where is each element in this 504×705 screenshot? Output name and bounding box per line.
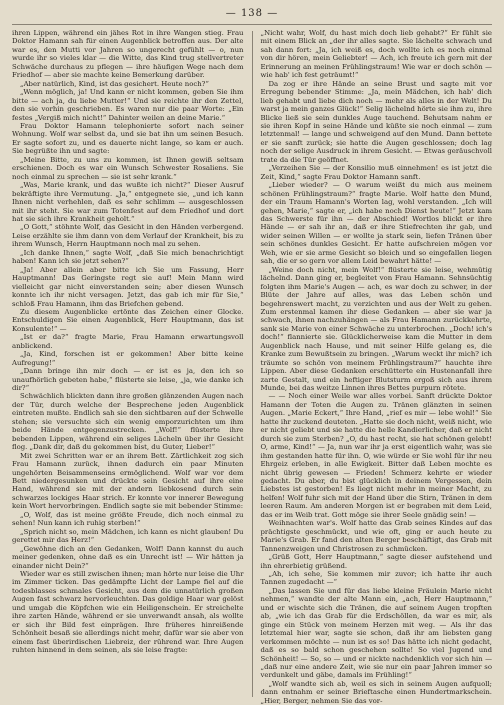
left-column: [12, 29, 244, 699]
paragraph: „Weine doch nicht, mein Wolf!“ flüsterte sie leise, wehmütig lächelnd. Dann ging er, begleitet von Frau Hamann. Sehnsüchtig folgten ihm Marie's Augen — ach, es war doch zu schwer, in der Blüte der Jahre auf alles, was das Leben schön und begehrenswert macht, zu verzichten und aus der Welt zu gehen. Zum erstenmal kamen ihr diese Gedanken — aber sie war ja schwach, ihnen nachzuhängen — als Frau Hamann zurückkehrte, sank sie Marie von einer Schwäche zu unterbrochen. „Doch! ich's doch!“ flannierte sie. Glücklicherweise kam die Mutter in dem Augenblick nach Hause, und mit seiner Hilfe gelang es, die Kranke zum Bewußtsein zu bringen. „Warum weckt ihr mich? ich träumte so schön von meinem Frühlingstraum?“ hauchte ihre Lippen. Aber diese Gedanken erschütterte ein Hustenanfall ihre zarte Gestalt, und ein heftiger Blutsturm ergoß sich aus ihrem Munde, bei das weitze Linnen ihres Bettes purpurn rötete.: [260, 265, 492, 393]
paragraph: ihren Lippen, während ein jähes Rot in ihre Wangen stieg. Frau Doktor Hamann sah für einen Augenblick betroffen aus. Der alte war es, den Mutti vor Jahren so ungerecht gefühlt — o, nun wurde ihr so vieles klar — die Witte, das Kind trug stellvertreter Schwäche durchaus zu pflegen — ihre häufigen Wege nach dem Friedhof — aber sie machte keine Bemerkung darüber.: [12, 29, 244, 80]
paragraph: „O, Wolf, das ist meine größte Freude, dich noch einmal zu sehen! Nun kann ich ruhig sterben!“: [12, 510, 244, 528]
page-header: [12, 8, 492, 25]
paragraph: „Ja! Aber allein aber bitte ich Sie um Fassung, Herr Hauptmann! Das Geringste regt sie auf! Mein Mann wird vielleicht gar nicht einverstanden sein; aber diesen Wunsch konnte ich ihr nicht versagen. Jetzt, das gab ich mir für Sie,“ schloß Frau Hamann, ihm das Briefchen gebend.: [12, 265, 244, 308]
paragraph: Zu diesem Augenblicke ertönte das Zeichen einer Glocke. Entschuldigen Sie einen Augenblick, Herr Hauptmann, das ist Konsulente!“ —: [12, 307, 244, 333]
paragraph: „Grüß Gott, Herr Hauptmann,“ sagte dieser aufstehend und ihn ehrerbietig grüßend.: [260, 553, 492, 570]
paragraph: „Ah, ich sehe, Sie kommen mir zuvor; ich hatte ihr auch Tannen zugedacht —“: [260, 570, 492, 587]
paragraph: — — Noch einer Weile war alles vorbei. Sanft drückte Doktor Hamann der Toten die Augen zu. Tränen glänzten in seinen Augen. „Marie Eckert,“ Ihre Hand, „rief es mir — lebe wohl!“ Sie hatte ihr zuckend deuteten. „Hatte sie doch nicht, weiß nicht, wie er nicht geliebt und sie hatte die helle Kandierlicher, daß er nicht durch sie zum Sterben? „O, du hast recht, sie hat schönen gelebt! O, arme, Kind!“ — Ja, nun war ihr ja erst eigentlich wahr, was sie ihm gestanden hatte für ihn. O, wie würde er Sie wohl für ihr neu Ehrgeiz erleben, in alle Ewigkeit. Bitter daß Leben mochte es nicht übrig gewesen — Frieden! Schmerz kehrte er wieder gedacht. Du aber, du bist glücklich in deinem Vergessen, dein Liebstes ist gestorben! Es liegt nicht mehr in meiner Macht, zu helfen! Wolf fuhr sich mit der Hand über die Stirn, Tränen in dem leeren Raum. Am anderen Morgen ist er begraben mit dem Leid, das er im Weib trat. Gott möge sie ihrer Seele gnädig sein! —: [260, 392, 492, 519]
paragraph: Schwächlich blickten dann ihre großen glänzenden Augen nach der Tür, durch welche der Besprechene jeden Augenblick eintreten mußte. Endlich sah sie den sichtbaren auf der Schwelle stehen; sie versuchte sich ein wenig emporzurichten um ihm beide Hände entgegenzustrecken. „Wolf!“ flüsterte ihre bebenden Lippen, während ein seliges Lächeln über ihr Gesicht flog. „Dank dir, daß du gekommen bist, du Guter, Lieber!“: [12, 392, 244, 452]
paragraph: Weihnachten war's. Wolf hatte das Grab seines Kindes auf das prächtigste geschmückt, und wie oft, ging er auch heute zu Marie's Grab. Er fand den alten Berger beschäftigt, das Grab mit Tannenzweigen und Christrosen zu schmücken.: [260, 519, 492, 553]
column-divider: [252, 31, 253, 697]
paragraph: „Wolf wandte sich ab, weil es sich in seinem Augen aufquoll; dann entnahm er seiner Brieftasche einen Hundertmarkschein. „Hier, Berger, nehmen Sie das vor-: [260, 679, 492, 705]
paragraph: „Gewöhne dich an den Gedanken, Wolf! Dann kannst du auch meiner gedenken, ohne daß es ein Unrecht ist! — Wir hätten ja einander nicht Dein?“: [12, 544, 244, 570]
paragraph: „Das lassen Sie und für das liebe kleine Fräulein Marie nicht nehmen,“ wandte der alte Mann ein, „ach, Herr Hauptmann,“ und er wischte sich die Tränen, die auf seinem Augen tropften ab, „wie ich das Grab für die Erdschöllen, da war es mir, als ginge ein Stück von meinem Herzen mit weg. — Als ihr das letztemal hier war, sagte sie schon, daß ihr am liebsten gang verkommen möchte — nun ist es so! Das hätte ich nicht gedacht, daß es so bald schon geschehen sollte! So viel Jugend und Schönheit! — So, so — und er nickte nachdenklich vor sich hin — „daß nur eine andere Zeit, wie sie nur ein paar Jahren immer so verdunkelt und gäbe, damals im Frühling!“: [260, 586, 492, 680]
paragraph: „Was, Marie krank, und das wußte ich nicht?“ Dieser Ausruf bekräftigte ihre Vermutung. „Ja,“ entgegnete sie, „und ich kann Ihnen nicht verhehlen, daß es sehr schlimm — ausgeschlossen mit ihr steht. Sie war zum Totenfest auf dem Friedhof und dort hat sie sich ihre Krankheit geholt.“: [12, 181, 244, 223]
paragraph: „O Gott,“ stöhnte Wolf, das Gesicht in den Händen verbergend. Leise erzählte sie ihm dann von dem Verlauf der Krankheit, bis zu ihrem Wunsch, Herrn Hauptmann noch mal zu sehen.: [12, 223, 244, 249]
paragraph: Frau Doktor Hamann telephonierte sofort nach seiner Wohnung. Wolf war selbst da, und sie bat ihn um seinen Besuch. Er sagte sofort zu, und es dauerte nicht lange, so kam er auch. Sie begrüßte ihn und sagte:: [12, 121, 244, 156]
paragraph: „Ist er da?“ fragte Marie, Frau Hamann erwartungsvoll anblickend.: [12, 333, 244, 350]
right-column: [260, 29, 493, 705]
paragraph: „Ich danke Ihnen,“ sagte Wolf, „daß Sie mich benachrichtigt haben! Kann ich sie jetzt sehen?“: [12, 248, 244, 266]
paragraph: „Verzeihen Sie — der Konsilio muß einnehmen! es ist jetzt die Zeit, Kind,“ sagte Frau Doktor Hamann sanft.: [260, 164, 492, 181]
page-number: — 138 —: [225, 8, 279, 19]
paragraph: „Nicht wahr, Wolf, du hast mich doch lieb gehabt?“ Er fühlt sie mit einem Blick an „der ihr alles sagte. Sie lächelte schwach und sah dann fort: „Ja, ich weiß es, doch wollte ich es noch einmal von dir hören, mein Geliebter! — Ach, ich freute ich gern mit der Erinnerung an meinen Frühlingstraum! Wie war er doch schön — wie hab' ich fest geträumt!“: [260, 29, 492, 80]
paragraph: Mit zwei Schritten war er an ihrem Bett. Zärtlichkeit zog sich Frau Hamann zurück, ihnen dadurch ein paar Minuten ungehörten Beisammenseins ermöglichend. Wolf war vor dem Bett niedergesunken und drückte sein Gesicht auf ihre eine Hand, während sie mit der andern liebkosend durch sein schwarzes lockiges Haar strich. Er konnte vor innerer Bewegung kein Wort hervorbringen. Endlich sagte sie mit bebender Stimme:: [12, 451, 244, 511]
paragraph: „Sprich nicht so, mein Mädchen, ich kann es nicht glauben! Du gerettet mir das Herz!“: [12, 527, 244, 545]
paragraph: „Aber natürlich, Kind, ist das gesichert. Heute noch?“: [20, 79, 209, 88]
paragraph: „Wenn möglich, ja! Und kann er nicht kommen, geben Sie ihm bitte — ach ja, du liebe Mutter!“ Und sie reichte ihr den Zettel, den sie vorhin geschrieben. Es waren nur die paar Worte: „Ein festes „Vergiß mich nicht!“ Dahinter weilen an deine Marie.“: [12, 88, 244, 122]
paragraph: „Ja, Kind, forschen ist er gekommen! Aber bitte keine Aufregung!“: [12, 350, 244, 367]
paragraph: „Meine Bitte, zu uns zu kommen, ist Ihnen gewiß seltsam erschienen. Doch es war ein Wunsch Schwester Rosaliens. Sie noch einmal zu sprechen — sie ist sehr krank.“: [12, 155, 244, 181]
paragraph: „Lieber wieder? — O warum weißt du mich aus meinem schönen Frühlingstraum?“ fragte Marie. Wolf hatte den Mund, der ein Traum Hamann's Worten lag, wohl verstanden. „Ich will gehen, Marie,“ sagte er, „ich habe noch Dienst heute!“ Jetzt kam das Schwerste für ihn — der Abschied! Wortlos blickt er ihre Hände — er sah ihr an, daß er ihre Stiefrechten ihr gab, und wider seinen Willen — er wollte ja stark sein, liefen Tränen über sein schönes dunkles Gesicht. Er hatte aufschreien mögen vor Weh, wie er sie arme Gesicht so bleich und so eingefallen liegen sah, die er so gern vor allem Leid bewahrt hätte! —: [260, 181, 492, 266]
paragraph: Wieder war es still zwischen ihnen; man hörte nur leise die Uhr im Zimmer ticken. Das gedämpfte Licht der Lampe fiel auf die todesblasses schmales Gesicht, aus dem die unnatürlich großen Augen fast schwarz hervorleuchten. Das goldige Haar war gelöst und umgab die Köpfchen wie ein Heiligenschein. Er streichelte ihre zarten Hände, während er sie unverwandt ansah, als wollte er sich ihr Bild fest einprägen. Ihre früheres hinreißende Schönheit besaß sie allerdings nicht mehr, dafür war sie aber von einem fast überirdischen Liebreiz, der rührend war. Ihre Augen ruhten hinnend in dem seinen, als sie leise fragte:: [12, 570, 244, 655]
text-columns: [12, 29, 492, 705]
paragraph: Da zog er ihre Hände an seine Brust und sagte mit vor Erregung bebender Stimme: „Ja, mein Mädchen, ich hab' dich lieb gehabt und liebe dich noch — mehr als alles in der Welt! Du warst ja mein ganzes Glück!“ Selig lächelnd hörte sie ihm zu, ihre Blicke ließ sie sein dunkles Auge tauchend. Behutsam nahm er sie ihren Kopf in seine Hände und küßte sie noch einmal — zum letztenmal! — lange und schweigend auf den Mund. Dann bettete er sie sanft zurück; sie hatte die Augen geschlossen; doch lag noch der selige Ausdruck in ihrem Gesicht. — Etwas geräuschvoll trate da die Tür geöffnet.: [260, 79, 492, 164]
paragraph: „Dann bringe ihn mir doch — er ist es ja, den ich so unaufhörlich gebeten habe,“ flüsterte sie leise, „ja, wie danke ich dir?“: [12, 367, 244, 393]
